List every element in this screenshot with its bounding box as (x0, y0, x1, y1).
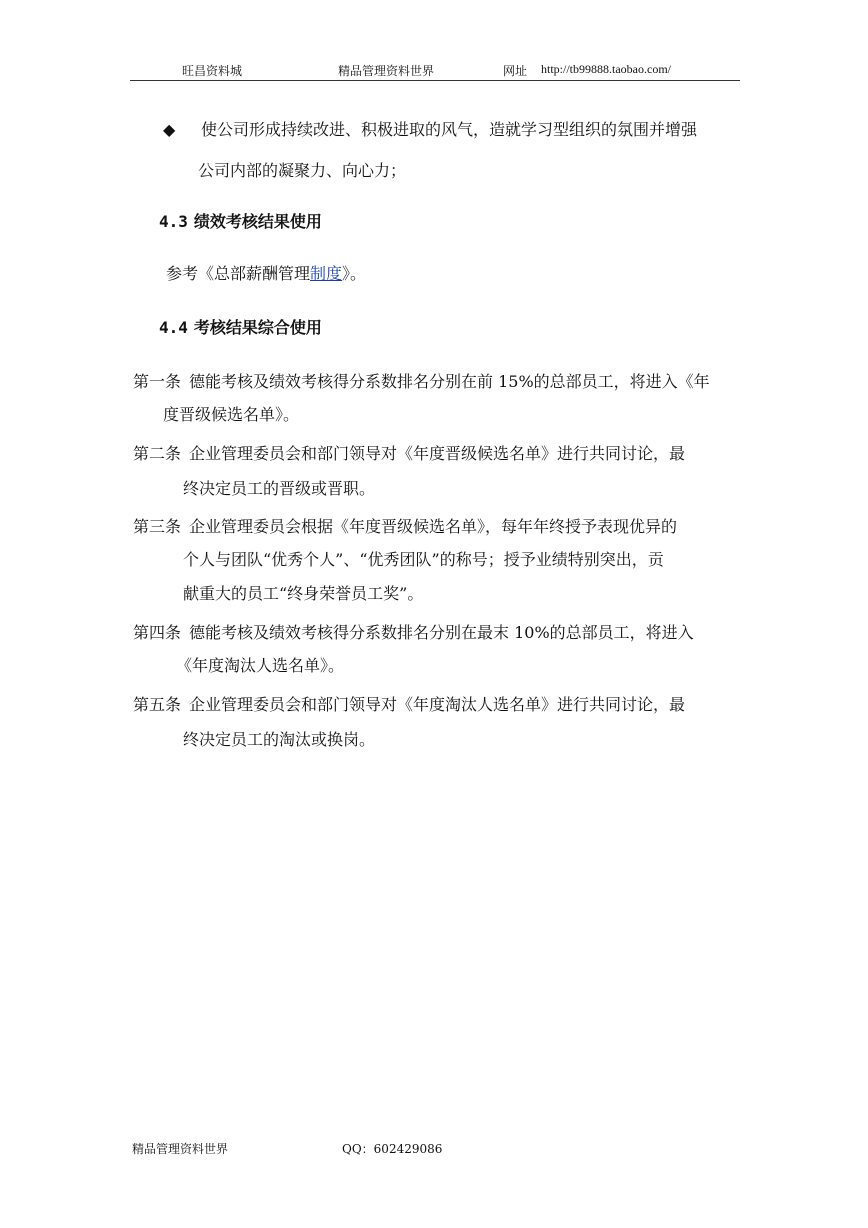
article-3 (133, 517, 677, 537)
reference-paragraph (166, 264, 366, 284)
article-text-line: 德能考核及绩效考核得分系数排名分别在最末 10%的总部员工，将进入 (189, 623, 694, 642)
diamond-bullet-icon: ◆ (163, 120, 176, 139)
article-1-continuation: 度晋级候选名单》。 (163, 405, 300, 424)
section-number: 4.4 (159, 318, 188, 337)
article-label: 第五条 (133, 695, 182, 714)
policy-link[interactable]: 制度 (310, 264, 343, 283)
article-label: 第一条 (133, 372, 182, 391)
footer-qq: QQ：602429086 (342, 1142, 443, 1156)
article-3-continuation-1: 个人与团队“优秀个人”、“优秀团队”的称号；授予业绩特别突出，贡 (183, 550, 664, 569)
article-label: 第四条 (133, 623, 182, 642)
section-title: 考核结果综合使用 (193, 318, 322, 337)
article-label: 第二条 (133, 444, 182, 463)
article-3-continuation-2: 献重大的员工“终身荣誉员工奖”。 (183, 584, 424, 603)
header-site-name: 精品管理资料世界 (338, 64, 435, 78)
page-header (130, 62, 740, 81)
section-heading-4-3 (159, 212, 322, 232)
page-footer (132, 1140, 443, 1157)
article-text-line: 企业管理委员会根据《年度晋级候选名单》，每年年终授予表现优异的 (189, 517, 678, 536)
bullet-item (163, 120, 697, 140)
article-1 (133, 372, 710, 392)
section-number: 4.3 (159, 212, 188, 231)
header-shop-name: 旺昌资料城 (182, 64, 243, 78)
article-2 (133, 444, 685, 464)
reference-prefix: 参考《总部薪酬管理 (166, 264, 311, 283)
section-heading-4-4 (159, 318, 322, 338)
header-url: http://tb99888.taobao.com/ (541, 62, 671, 76)
bullet-text-line-2: 公司内部的凝聚力、向心力； (198, 161, 407, 180)
footer-site-name: 精品管理资料世界 (132, 1142, 229, 1156)
article-text-line: 企业管理委员会和部门领导对《年度晋级候选名单》进行共同讨论，最 (189, 444, 686, 463)
article-4 (133, 623, 694, 643)
article-4-continuation: 《年度淘汰人选名单》。 (176, 656, 345, 675)
article-2-continuation: 终决定员工的晋级或晋职。 (183, 479, 376, 498)
bullet-text-line-1: 使公司形成持续改进、积极进取的风气，造就学习型组织的氛围并增强 (201, 120, 698, 139)
reference-suffix: 》。 (342, 264, 367, 283)
article-text-line: 德能考核及绩效考核得分系数排名分别在前 15%的总部员工，将进入《年 (189, 372, 710, 391)
article-label: 第三条 (133, 517, 182, 536)
section-title: 绩效考核结果使用 (193, 212, 322, 231)
article-5-continuation: 终决定员工的淘汰或换岗。 (183, 730, 376, 749)
header-url-label: 网址 (503, 64, 528, 78)
article-text-line: 企业管理委员会和部门领导对《年度淘汰人选名单》进行共同讨论，最 (189, 695, 686, 714)
article-5 (133, 695, 685, 715)
